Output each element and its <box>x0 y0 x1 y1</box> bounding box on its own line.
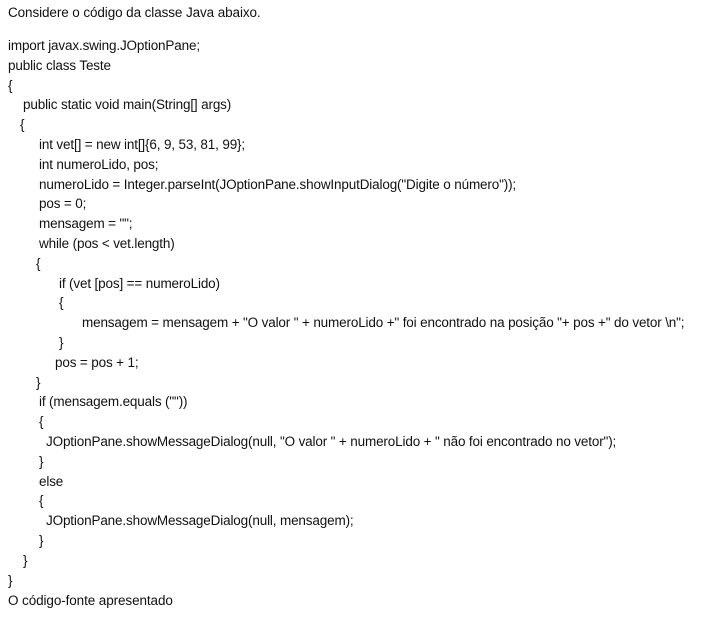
code-line: { <box>20 117 25 133</box>
code-line: { <box>39 414 44 430</box>
code-line: int vet[] = new int[]{6, 9, 53, 81, 99}; <box>39 136 246 152</box>
code-line: } <box>8 572 13 588</box>
java-code-block <box>8 36 708 590</box>
code-line: JOptionPane.showMessageDialog(null, "O valor " + numeroLido + " não foi encontrado no vetor"); <box>46 433 617 449</box>
code-line: else <box>39 473 64 489</box>
code-line: if (vet [pos] == numeroLido) <box>59 275 220 291</box>
code-line: JOptionPane.showMessageDialog(null, mensagem); <box>46 513 354 529</box>
code-line: pos = 0; <box>39 196 87 212</box>
code-line: { <box>36 255 41 271</box>
question-stem: O código-fonte apresentado <box>8 593 173 608</box>
code-line: int numeroLido, pos; <box>39 156 159 172</box>
code-line: public class Teste <box>8 57 111 73</box>
question-intro: Considere o código da classe Java abaixo. <box>8 5 261 20</box>
code-line: import javax.swing.JOptionPane; <box>8 38 200 53</box>
code-line: mensagem = ""; <box>39 216 133 232</box>
code-line: } <box>59 334 64 350</box>
code-line: } <box>39 532 44 548</box>
code-line: } <box>36 374 41 390</box>
code-line: { <box>59 295 64 311</box>
code-line: } <box>39 453 44 469</box>
code-line: numeroLido = Integer.parseInt(JOptionPane.showInputDialog("Digite o número")); <box>39 176 517 192</box>
code-line: mensagem = mensagem + "O valor " + numeroLido +" foi encontrado na posição "+ pos +" do vetor \n"; <box>82 315 685 331</box>
code-line: pos = pos + 1; <box>55 354 139 370</box>
code-line: } <box>23 552 28 568</box>
code-line: { <box>39 493 44 509</box>
code-line: { <box>8 77 13 93</box>
code-line: public static void main(String[] args) <box>23 97 232 113</box>
code-line: if (mensagem.equals ("")) <box>39 394 188 410</box>
code-line: while (pos < vet.length) <box>39 235 175 251</box>
